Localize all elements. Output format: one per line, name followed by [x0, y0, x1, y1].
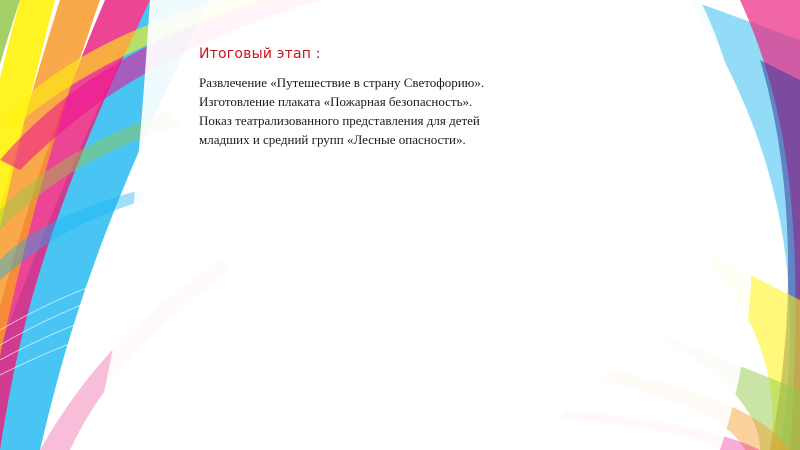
body-line-2: Изготовление плаката «Пожарная безопасность».: [199, 94, 473, 109]
slide-heading: Итоговый этап :: [199, 46, 321, 62]
body-line-1: Развлечение «Путешествие в страну Светофорию».: [199, 75, 485, 90]
body-line-3: Показ театрализованного представления для детей: [199, 113, 480, 128]
body-line-4: младших и средний групп «Лесные опасности».: [199, 132, 466, 147]
slide-content: [199, 44, 619, 149]
